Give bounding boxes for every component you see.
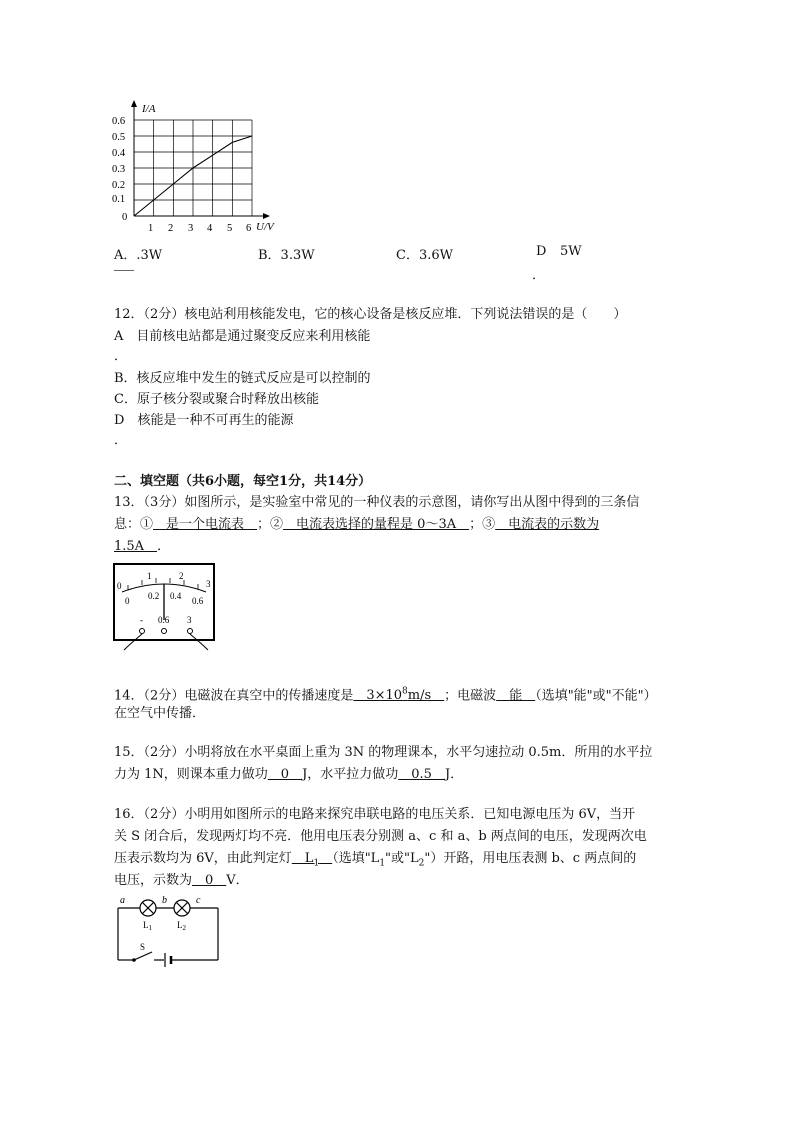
q12-option-d-dot: ．: [114, 433, 128, 448]
q13-answer-3: 电流表的示数为: [495, 517, 600, 532]
q14-answer-1: $3\times 10^8m/s$: [353, 687, 445, 704]
section-heading: 二、填空题（共6小题，每空1分，共14分）: [114, 474, 372, 489]
svg-text:3: 3: [187, 615, 192, 625]
x-tick: 4: [207, 223, 213, 234]
q12-option-b[interactable]: B．核反应堆中发生的链式反应是可以控制的: [114, 371, 371, 386]
x-tick: 6: [246, 223, 252, 234]
q11-option-d-letter[interactable]: D: [536, 244, 547, 259]
q14-line2: 在空气中传播．: [114, 706, 206, 721]
option-letter: A: [114, 329, 124, 344]
q16-line4: 电压，示数为 0 V．: [114, 873, 249, 888]
q12-option-a-dot: ．: [114, 349, 128, 364]
option-text: 目前核电站都是通过聚变反应来利用核能: [136, 329, 371, 344]
q13-line1: 13．（3分）如图所示，是实验室中常见的一种仪表的示意图，请你写出从图中得到的三条信: [114, 495, 640, 510]
y-axis-label: I/A: [142, 103, 156, 115]
svg-text:2: 2: [179, 571, 184, 581]
ammeter-figure: [112, 562, 218, 652]
y-tick: 0.5: [112, 132, 126, 143]
point-c-label: c: [196, 895, 201, 906]
y-tick: 0: [122, 212, 128, 223]
x-tick: 1: [148, 223, 154, 234]
q11-option-d-value: 5W: [560, 244, 582, 259]
battery-icon: [165, 953, 171, 967]
q16-line1: 16．（2分）小明用如图所示的电路来探究串联电路的电压关系．已知电源电压为 6V，当开: [114, 807, 636, 822]
svg-text:3: 3: [206, 579, 211, 589]
q11-option-a[interactable]: A．.3W: [114, 248, 163, 263]
q13-answer-1: 是一个电流表: [153, 517, 258, 532]
option-letter: D: [114, 413, 125, 428]
switch-label: S: [140, 942, 146, 952]
q12-option-a[interactable]: [114, 328, 370, 346]
q12-option-d[interactable]: [114, 412, 293, 430]
x-axis-label: U/V: [256, 221, 274, 233]
q14-line1: 14．（2分）电磁波在真空中的传播速度是 $3\times 10^8m/s$ ；电磁波 能 （选填"能"或"不能"）: [114, 687, 657, 704]
q11-option-d-dot: ．: [532, 268, 546, 283]
svg-text:-: -: [140, 615, 143, 625]
q15-line2: 力为 1N，则课本重力做功 0 J，水平拉力做功 0.5 J．: [114, 767, 464, 782]
svg-text:0.2: 0.2: [148, 591, 160, 601]
svg-text:1: 1: [147, 571, 152, 581]
svg-text:0: 0: [125, 596, 130, 606]
svg-text:0.6: 0.6: [192, 596, 204, 606]
svg-text:0: 0: [117, 581, 122, 591]
lamp-l2-icon: [174, 900, 190, 916]
svg-text:0.6: 0.6: [158, 615, 170, 625]
q13-answer-2: 电流表选择的量程是 0～3A: [283, 517, 470, 532]
q15-answer-2: 0.5: [398, 767, 445, 782]
y-tick: 0.1: [112, 194, 126, 205]
x-tick: 5: [227, 223, 233, 234]
option-text: 核能是一种不可再生的能源: [137, 413, 294, 428]
circuit-diagram: [112, 892, 224, 968]
y-tick: 0.4: [112, 148, 126, 159]
lamp-l1-icon: [140, 900, 156, 916]
q15-answer-1: 0: [267, 767, 303, 782]
x-tick: 3: [188, 223, 194, 234]
y-tick: 0.2: [112, 180, 126, 191]
q16-answer-1: $L_1$: [291, 851, 320, 869]
q12-option-c[interactable]: C．原子核分裂或聚合时释放出核能: [114, 392, 319, 407]
y-tick: 0.3: [112, 164, 126, 175]
lamp-l2-label: $L_2$: [177, 920, 186, 932]
q13-answer-3-cont: 1.5A: [114, 539, 158, 554]
x-tick: 2: [168, 223, 174, 234]
q16-line3: 压表示数均为 6V，由此判定灯 $L_1$ （选填"$L_1$"或"$L_2$"）开路，用电压表测 b、c 两点间的: [114, 851, 637, 869]
scan-mark: [114, 270, 134, 271]
lamp-l1-label: $L_1$: [143, 920, 152, 932]
current-voltage-graph: [108, 98, 288, 238]
q14-answer-2: 能: [496, 688, 536, 704]
y-tick: 0.6: [112, 116, 126, 127]
q12-stem: 12．（2分）核电站利用核能发电，它的核心设备是核反应堆．下列说法错误的是（ ）: [114, 307, 627, 322]
q13-line3: 1.5A ．: [114, 539, 171, 554]
point-a-label: a: [120, 895, 125, 906]
svg-text:0.4: 0.4: [170, 591, 182, 601]
q11-option-c[interactable]: C．3.6W: [396, 248, 453, 263]
point-b-label: b: [162, 895, 167, 906]
q16-answer-2: 0: [192, 873, 227, 888]
q11-option-b[interactable]: B．3.3W: [258, 248, 315, 263]
q15-line1: 15．（2分）小明将放在水平桌面上重为 3N 的物理课本，水平匀速拉动 0.5m．所用的水平拉: [114, 745, 653, 760]
q13-line2: 息：① 是一个电流表 ；② 电流表选择的量程是 0～3A ；③ 电流表的示数为: [114, 517, 600, 532]
q16-line2: 关 S 闭合后，发现两灯均不亮．他用电压表分别测 a、c 和 a、b 两点间的电压，发现两次电: [114, 829, 647, 844]
